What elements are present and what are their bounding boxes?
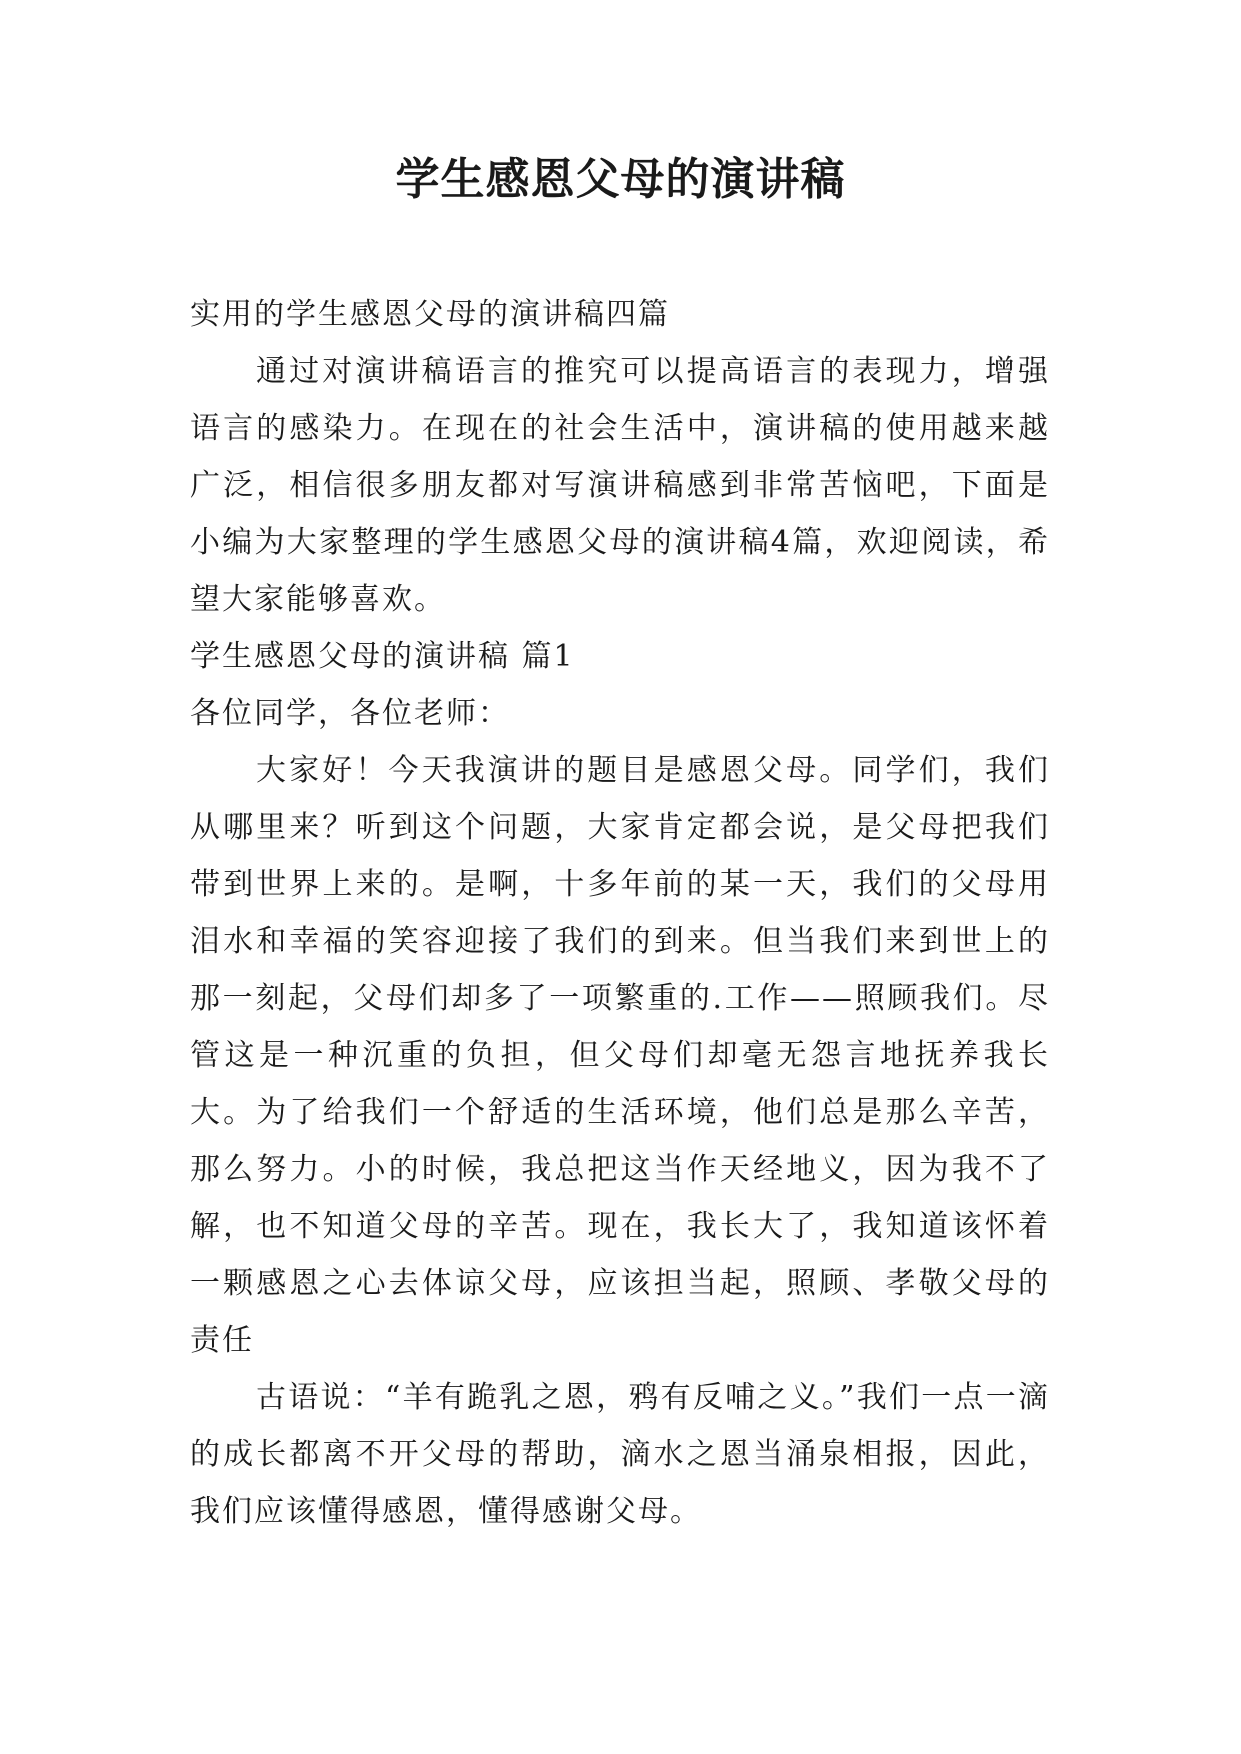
document-title: 学生感恩父母的演讲稿: [395, 154, 846, 205]
section-heading: 学生感恩父母的演讲稿 篇1: [190, 639, 575, 674]
intro-paragraph: 通过对演讲稿语言的推究可以提高语言的表现力，增强语言的感染力。在现在的社会生活中，演讲稿的使用越来越广泛，相信很多朋友都对写演讲稿感到非常苦恼吧，下面是小编为大家整理的学生感恩父母的演讲稿4篇，欢迎阅读，希望大家能够喜欢。: [190, 354, 1050, 617]
document-body: [190, 286, 1050, 1540]
document-subtitle: 实用的学生感恩父母的演讲稿四篇: [190, 297, 670, 332]
body-paragraph-2: 古语说：“羊有跪乳之恩，鸦有反哺之义。”我们一点一滴的成长都离不开父母的帮助，滴水之恩当涌泉相报，因此，我们应该懂得感恩，懂得感谢父母。: [190, 1380, 1050, 1529]
greeting-line: 各位同学，各位老师：: [190, 696, 510, 731]
body-paragraph-1: 大家好！今天我演讲的题目是感恩父母。同学们，我们从哪里来？听到这个问题，大家肯定都会说，是父母把我们带到世界上来的。是啊，十多年前的某一天，我们的父母用泪水和幸福的笑容迎接了我们的到来。但当我们来到世上的那一刻起，父母们却多了一项繁重的.工作——照顾我们。尽管这是一种沉重的负担，但父母们却毫无怨言地抚养我长大。为了给我们一个舒适的生活环境，他们总是那么辛苦，那么努力。小的时候，我总把这当作天经地义，因为我不了解，也不知道父母的辛苦。现在，我长大了，我知道该怀着一颗感恩之心去体谅父母，应该担当起，照顾、孝敬父母的责任: [190, 753, 1050, 1358]
